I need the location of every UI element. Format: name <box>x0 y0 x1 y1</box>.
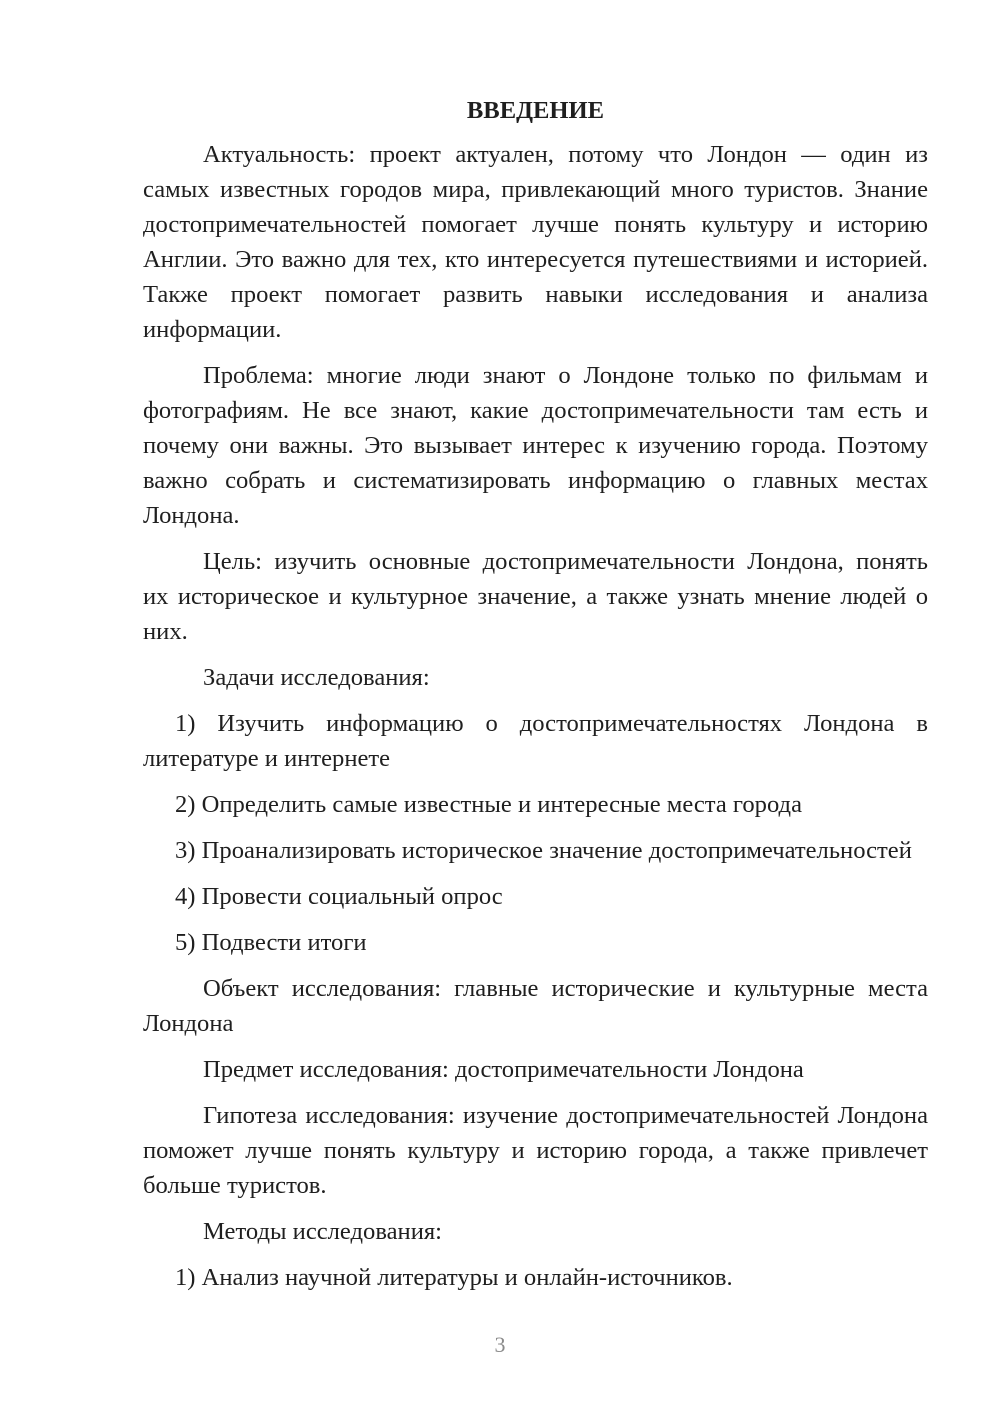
section-heading: ВВЕДЕНИЕ <box>466 97 605 124</box>
page-content <box>143 95 928 1306</box>
tasks-title: Задачи исследования: <box>203 664 430 691</box>
paragraph-problem: Проблема: многие люди знают о Лондоне только по фильмам и фотографиям. Не все знают, какие достопримечательности там есть и почему они важны. Это вызывает интерес к изучению города. Поэтому важно собрать и систематизировать информацию о главных местах Лондона. <box>143 362 928 529</box>
paragraph-hypothesis: Гипотеза исследования: изучение достопримечательностей Лондона поможет лучше понять культуру и историю города, а также привлечет больше туристов. <box>143 1102 928 1199</box>
paragraph-subject: Предмет исследования: достопримечательности Лондона <box>203 1056 804 1083</box>
task-item-4: 4) Провести социальный опрос <box>175 883 503 910</box>
paragraph-goal: Цель: изучить основные достопримечательности Лондона, понять их историческое и культурное значение, а также узнать мнение людей о них. <box>143 548 928 645</box>
task-item-5: 5) Подвести итоги <box>175 929 367 956</box>
paragraph-relevance: Актуальность: проект актуален, потому что Лондон — один из самых известных городов мира, привлекающий много туристов. Знание достопримечательностей помогает лучше понять культуру и историю Англии. Это важно для тех, кто интересуется путешествиями и историей. Также проект помогает развить навыки исследования и анализа информации. <box>143 141 928 343</box>
page-number: 3 <box>494 1332 506 1357</box>
task-item-1: 1) Изучить информацию о достопримечательностях Лондона в литературе и интернете <box>143 710 928 772</box>
methods-title: Методы исследования: <box>203 1218 442 1245</box>
task-item-3: 3) Проанализировать историческое значение достопримечательностей <box>175 837 912 864</box>
task-item-2: 2) Определить самые известные и интересные места города <box>175 791 802 818</box>
paragraph-object: Объект исследования: главные исторические и культурные места Лондона <box>143 975 928 1037</box>
method-item-1: 1) Анализ научной литературы и онлайн-источников. <box>175 1264 733 1291</box>
